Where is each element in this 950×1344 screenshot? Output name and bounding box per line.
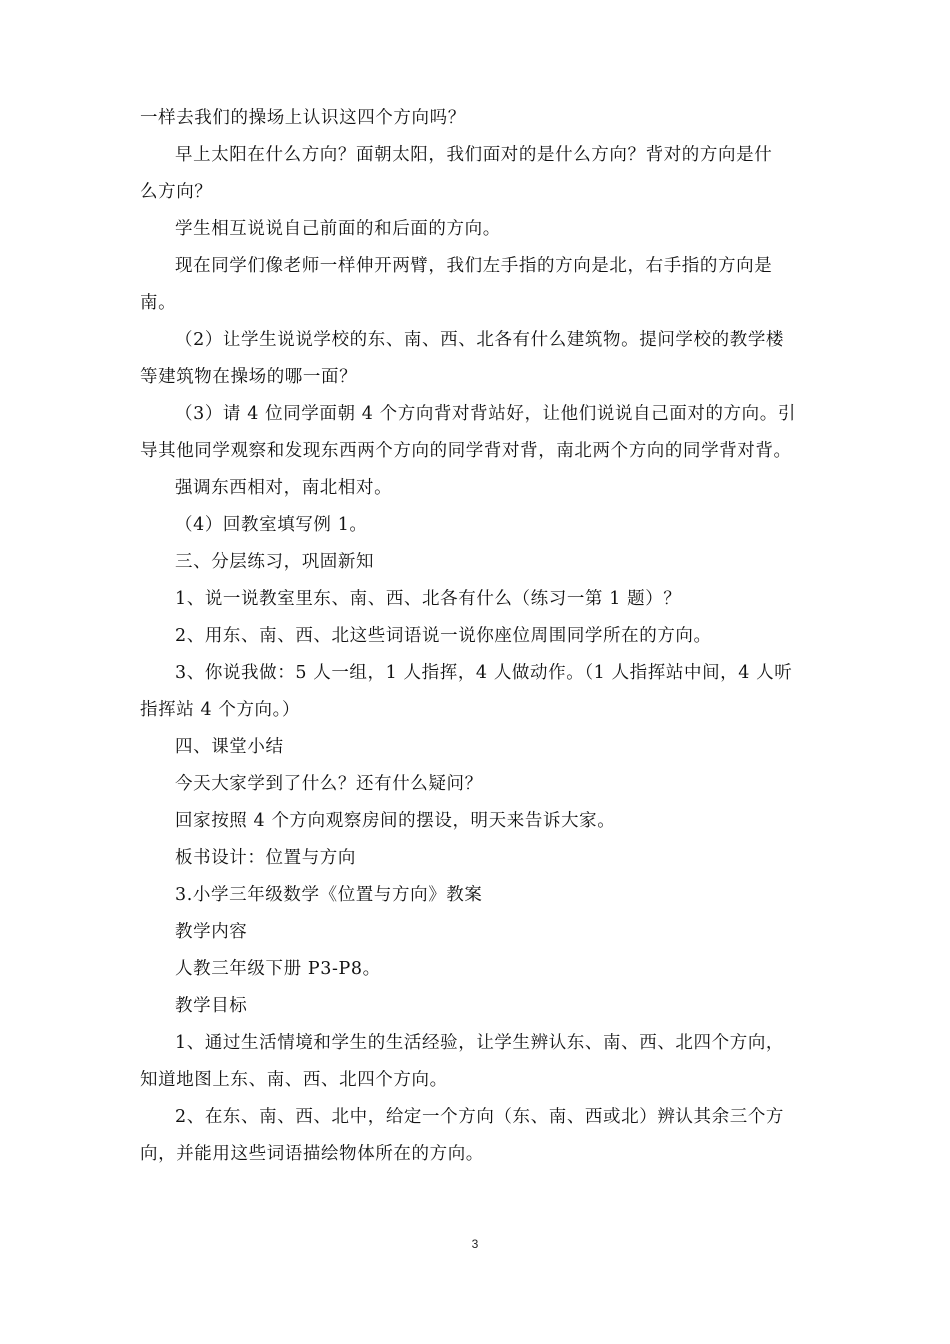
lesson-plan-title bbox=[140, 877, 830, 914]
text-line: （4）回教室填写例 1。 bbox=[175, 515, 368, 535]
section-heading-practice bbox=[140, 544, 830, 581]
paragraph-11 bbox=[140, 618, 830, 655]
paragraph-7 bbox=[140, 470, 830, 507]
paragraph-22 bbox=[140, 1099, 830, 1173]
text-line: 早上太阳在什么方向？面朝太阳，我们面对的是什么方向？背对的方向是什 bbox=[175, 145, 773, 165]
text-line: 3.小学三年级数学《位置与方向》教案 bbox=[175, 885, 483, 905]
text-line: 向，并能用这些词语描绘物体所在的方向。 bbox=[140, 1144, 484, 1164]
paragraph-2 bbox=[140, 137, 830, 211]
heading-teaching-goals bbox=[140, 988, 830, 1025]
paragraph-8 bbox=[140, 507, 830, 544]
text-line: 三、分层练习，巩固新知 bbox=[175, 552, 375, 572]
text-line: 2、用东、南、西、北这些词语说一说你座位周围同学所在的方向。 bbox=[175, 626, 712, 646]
text-line: 知道地图上东、南、西、北四个方向。 bbox=[140, 1070, 448, 1090]
paragraph-15 bbox=[140, 803, 830, 840]
paragraph-12 bbox=[140, 655, 830, 729]
text-line: 南。 bbox=[140, 293, 177, 313]
text-line: 学生相互说说自己前面的和后面的方向。 bbox=[175, 219, 501, 239]
text-line: 现在同学们像老师一样伸开两臂，我们左手指的方向是北，右手指的方向是 bbox=[175, 256, 773, 276]
text-line: 强调东西相对，南北相对。 bbox=[175, 478, 393, 498]
text-line: 板书设计：位置与方向 bbox=[175, 848, 356, 868]
paragraph-14 bbox=[140, 766, 830, 803]
paragraph-16 bbox=[140, 840, 830, 877]
text-line: 回家按照 4 个方向观察房间的摆设，明天来告诉大家。 bbox=[175, 811, 616, 831]
heading-teaching-content bbox=[140, 914, 830, 951]
paragraph-21 bbox=[140, 1025, 830, 1099]
text-line: 1、通过生活情境和学生的生活经验，让学生辨认东、南、西、北四个方向， bbox=[175, 1033, 785, 1053]
text-line: （2）让学生说说学校的东、南、西、北各有什么建筑物。提问学校的教学楼 bbox=[175, 330, 785, 350]
text-line: 导其他同学观察和发现东西两个方向的同学背对背，南北两个方向的同学背对背。 bbox=[140, 441, 792, 461]
section-heading-summary bbox=[140, 729, 830, 766]
text-line: （3）请 4 位同学面朝 4 个方向背对背站好，让他们说说自己面对的方向。引 bbox=[175, 404, 796, 424]
text-line: 么方向？ bbox=[140, 182, 213, 202]
paragraph-6 bbox=[140, 396, 830, 470]
paragraph-10 bbox=[140, 581, 830, 618]
text-line: 等建筑物在操场的哪一面？ bbox=[140, 367, 358, 387]
paragraph-5 bbox=[140, 322, 830, 396]
text-line: 人教三年级下册 P3-P8。 bbox=[175, 959, 381, 979]
paragraph-3 bbox=[140, 211, 830, 248]
text-line: 今天大家学到了什么？还有什么疑问？ bbox=[175, 774, 483, 794]
text-line: 一样去我们的操场上认识这四个方向吗？ bbox=[140, 108, 466, 128]
text-line: 四、课堂小结 bbox=[175, 737, 284, 757]
text-line: 教学目标 bbox=[175, 996, 248, 1016]
page-number: 3 bbox=[471, 1237, 479, 1251]
text-line: 指挥站 4 个方向。） bbox=[140, 700, 301, 720]
text-line: 1、说一说教室里东、南、西、北各有什么（练习一第 1 题）？ bbox=[175, 589, 682, 609]
paragraph-4 bbox=[140, 248, 830, 322]
text-line: 3、你说我做：5 人一组，1 人指挥，4 人做动作。（1 人指挥站中间，4 人听 bbox=[175, 663, 793, 683]
text-line: 教学内容 bbox=[175, 922, 248, 942]
paragraph-19 bbox=[140, 951, 830, 988]
paragraph-1 bbox=[140, 100, 830, 137]
text-line: 2、在东、南、西、北中，给定一个方向（东、南、西或北）辨认其余三个方 bbox=[175, 1107, 785, 1127]
